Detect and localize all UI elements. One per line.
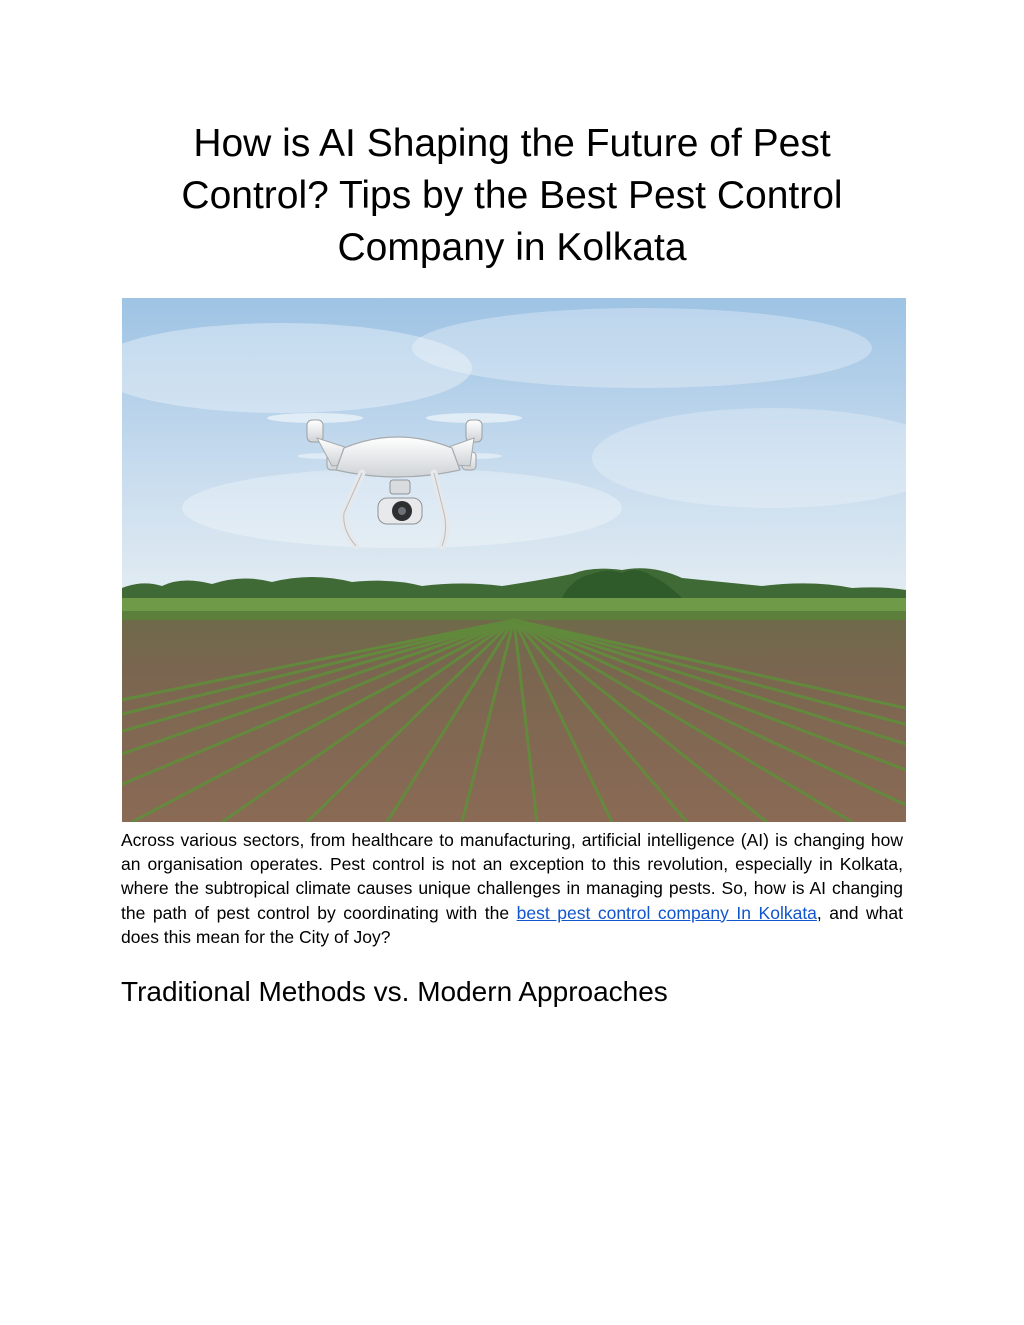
intro-text-before-link: Across various sectors, from healthcare to manufacturing, artificial intelligence (AI) is changing how an organisation operates. Pest control is not an exception to this revolution, especially in Kolkata, where the subtropical climate causes unique challenges in managing pests. So, how is AI changing the path of pest control by coordinating with the [121, 830, 903, 923]
document-title: How is AI Shaping the Future of Pest Control? Tips by the Best Pest Control Company in Kolkata [181, 122, 843, 269]
hero-image [122, 298, 906, 822]
intro-text-after-link: , and what does this mean for the City of Joy? [121, 902, 904, 947]
best-pest-control-company-link[interactable]: best pest control company In Kolkata [516, 902, 817, 923]
section-heading: Traditional Methods vs. Modern Approaches [121, 976, 668, 1007]
intro-paragraph [121, 828, 903, 949]
